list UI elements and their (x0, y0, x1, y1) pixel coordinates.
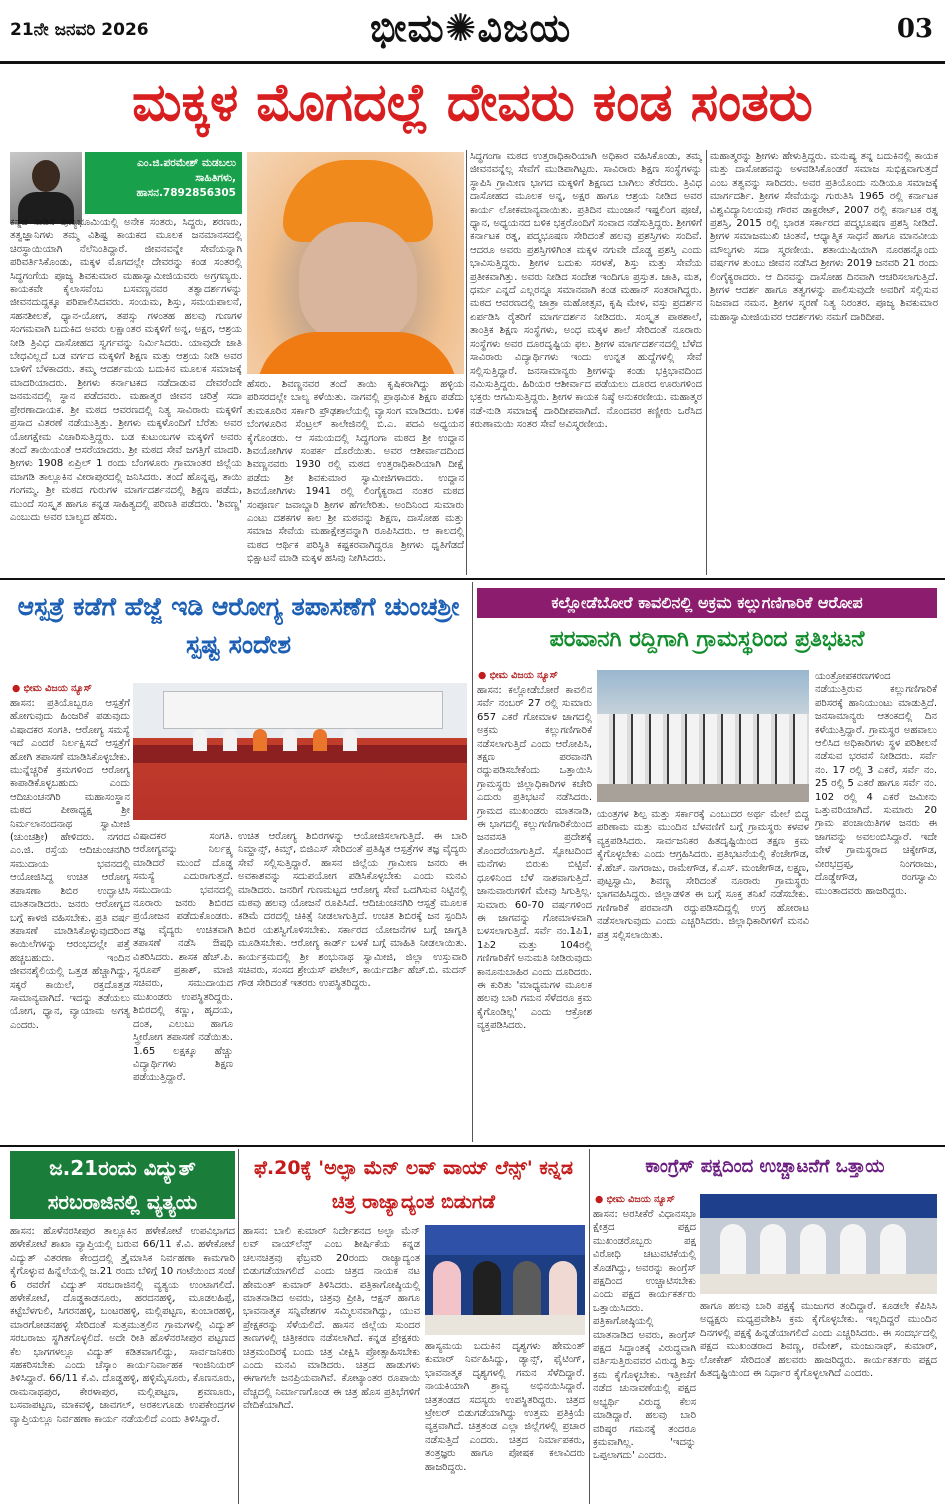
masthead (0, 0, 945, 64)
congress-story-col2: ಹಾಗೂ ಹಲವು ಬಾರಿ ಪಕ್ಷಕ್ಕೆ ಮುಜುಗರ ತಂದಿದ್ದಾರೆ. ಕೂಡಲೇ ಕೆಪಿಸಿಸಿ ಅಧ್ಯಕ್ಷರು ಮಧ್ಯಪ್ರವೇಶಿಸಿ ಕ್ರಮ ಕೈಗೊಳ್ಳಬೇಕು. ಇಲ್ಲದಿದ್ದರೆ ಮುಂದಿನ ದಿನಗಳಲ್ಲಿ ಪಕ್ಷಕ್ಕೆ ಹಿನ್ನಡೆಯಾಗಲಿದೆ ಎಂದು ಎಚ್ಚರಿಸಿದರು. ಈ ಸಂದರ್ಭದಲ್ಲಿ ಪಕ್ಷದ ಮುಖಂಡರಾದ ಶಿವಣ್ಣ, ರಮೇಶ್, ಮಂಜುನಾಥ್, ಕುಮಾರ್, ಲೋಕೇಶ್ ಸೇರಿದಂತೆ ಹಲವರು ಹಾಜರಿದ್ದರು. ಕಾರ್ಯಕರ್ತರು ಪಕ್ಷದ ಹಿತದೃಷ್ಟಿಯಿಂದ ಈ ನಿರ್ಧಾರ ಕೈಗೊಳ್ಳಲಾಗಿದೆ ಎಂದರು. (700, 1301, 937, 1380)
author-name: ಎಂ.ಜಿ.ಪರಮೇಶ್ ಮಡಬಲು (137, 157, 236, 169)
column-divider (706, 150, 707, 575)
issue-date: 21ನೇ ಜನವರಿ 2026 (10, 20, 149, 40)
column-divider (238, 1149, 239, 1504)
page-number: 03 (896, 14, 933, 44)
paper-name: ಭೀಮ✺ವಿಜಯ (370, 6, 572, 50)
congress-story-headline: ಕಾಂಗ್ರೆಸ್ ಪಕ್ಷದಿಂದ ಉಚ್ಚಾಟನೆಗೆ ಒತ್ತಾಯ (645, 1156, 885, 1177)
column-divider (589, 1149, 590, 1504)
health-camp-photo (133, 683, 467, 820)
section-divider (0, 578, 945, 580)
author-photo (10, 152, 82, 224)
film-story-col1: ಹಾಸನ: ಬಾಲಿ ಕುಮಾರ್ ನಿರ್ದೇಶನದ ಅಲ್ಫಾ ಮೆನ್ ಲವ್ ವಾಯ್‌ಲೆನ್ಸ್ ಎಂಬ ಶೀರ್ಷಿಕೆಯ ಕನ್ನಡ ಚಲನಚಿತ್ರವು ಫೆಬ್ರವರಿ 20ರಂದು ರಾಜ್ಯಾದ್ಯಂತ ಬಿಡುಗಡೆಯಾಗಲಿದೆ ಎಂದು ಚಿತ್ರದ ನಾಯಕ ನಟ ಹೇಮಂತ್ ಕುಮಾರ್ ತಿಳಿಸಿದರು. ಪತ್ರಿಕಾಗೋಷ್ಠಿಯಲ್ಲಿ ಮಾತನಾಡಿದ ಅವರು, ಚಿತ್ರವು ಪ್ರೀತಿ, ಆಕ್ಷನ್ ಹಾಗೂ ಭಾವನಾತ್ಮಕ ಸನ್ನಿವೇಶಗಳ ಸಮ್ಮಿಲನವಾಗಿದ್ದು, ಯುವ ಪ್ರೇಕ್ಷಕರನ್ನು ಸೆಳೆಯಲಿದೆ. ಹಾಸನ ಜಿಲ್ಲೆಯ ಸುಂದರ ತಾಣಗಳಲ್ಲಿ ಚಿತ್ರೀಕರಣ ನಡೆಸಲಾಗಿದೆ. ಕನ್ನಡ ಪ್ರೇಕ್ಷಕರು ಚಿತ್ರಮಂದಿರಕ್ಕೆ ಬಂದು ಚಿತ್ರ ವೀಕ್ಷಿಸಿ ಪ್ರೋತ್ಸಾಹಿಸಬೇಕು ಎಂದು ಮನವಿ ಮಾಡಿದರು. ಚಿತ್ರದ ಹಾಡುಗಳು ಈಗಾಗಲೇ ಜನಪ್ರಿಯವಾಗಿವೆ. ಕೋಟ್ಯಾಂತರ ರೂಪಾಯಿ ವೆಚ್ಚದಲ್ಲಿ ನಿರ್ಮಾಣಗೊಂಡ ಈ ಚಿತ್ರ ಹೊಸ ಪ್ರತಿಭೆಗಳಿಗೆ ವೇದಿಕೆಯಾಗಿದೆ. (243, 1226, 420, 1412)
column-divider (472, 582, 473, 1142)
health-story-col2: ವಿಷಾದಕರ ಸಂಗತಿ. ಆರೋಗ್ಯವನ್ನು ನಿರ್ಲಕ್ಷ್ಯ ಮಾಡಿದರೆ ಮುಂದೆ ದೊಡ್ಡ ಸಮಸ್ಯೆ ಎದುರಾಗುತ್ತದೆ. ಸಮುದಾಯ ಭವನದಲ್ಲಿ ನೂರಾರು ಜನರು ಶಿಬಿರದ ಪ್ರಯೋಜನ ಪಡೆದುಕೊಂಡರು. ತಜ್ಞ ವೈದ್ಯರು ಉಚಿತವಾಗಿ ತಪಾಸಣೆ ನಡೆಸಿ ಔಷಧಿ ವಿತರಿಸಿದರು. ಶಾಸಕ ಹೆಚ್.ಪಿ. ಸ್ವರೂಪ್ ಪ್ರಕಾಶ್, ಮಾಜಿ ಸಚಿವರು, ಸಮುದಾಯದ ಮುಖಂಡರು ಉಪಸ್ಥಿತರಿದ್ದರು. ಶಿಬಿರದಲ್ಲಿ ಕಣ್ಣು, ಹೃದಯ, ದಂತ, ಎಲುಬು ಹಾಗೂ ಸ್ತ್ರೀರೋಗ ತಪಾಸಣೆ ನಡೆಯಿತು. 1.65 ಲಕ್ಷಕ್ಕೂ ಹೆಚ್ಚು ವಿದ್ಯಾರ್ಥಿಗಳು ಶಿಕ್ಷಣ ಪಡೆಯುತ್ತಿದ್ದಾರೆ. (133, 831, 233, 1084)
quarry-story-kicker: ಕಲ್ಲೋಡೆಬೋರೆ ಕಾವಲಿನಲ್ಲಿ ಅಕ್ರಮ ಕಲ್ಲುಗಣಿಗಾರಿಕೆ ಆರೋಪ (477, 588, 937, 618)
main-story-col2: ಹೆಸರು. ಶಿವಣ್ಣನವರ ತಂದೆ ತಾಯಿ ಕೃಷಿಕರಾಗಿದ್ದು ಹಳ್ಳಿಯ ಪರಿಸರದಲ್ಲೇ ಬಾಲ್ಯ ಕಳೆಯಿತು. ನಾಗವಲ್ಲಿ ಪ್ರಾಥಮಿಕ ಶಿಕ್ಷಣ ಪಡೆದು ತುಮಕೂರಿನ ಸರ್ಕಾರಿ ಪ್ರೌಢಶಾಲೆಯಲ್ಲಿ ವ್ಯಾಸಂಗ ಮಾಡಿದರು. ಬಳಿಕ ಬೆಂಗಳೂರಿನ ಸೆಂಟ್ರಲ್ ಕಾಲೇಜಿನಲ್ಲಿ ಬಿ.ಎ. ಪದವಿ ಅಧ್ಯಯನ ಕೈಗೊಂಡರು. ಆ ಸಮಯದಲ್ಲಿ ಸಿದ್ಧಗಂಗಾ ಮಠದ ಶ್ರೀ ಉದ್ದಾನ ಶಿವಯೋಗಿಗಳ ಸಂಪರ್ಕ ದೊರೆಯಿತು. ಅವರ ಆಶೀರ್ವಾದದಿಂದ ಶಿವಣ್ಣನವರು 1930 ರಲ್ಲಿ ಮಠದ ಉತ್ತರಾಧಿಕಾರಿಯಾಗಿ ದೀಕ್ಷೆ ಪಡೆದು ಶ್ರೀ ಶಿವಕುಮಾರ ಸ್ವಾಮೀಜಿಗಳಾದರು. ಉದ್ದಾನ ಶಿವಯೋಗಿಗಳು 1941 ರಲ್ಲಿ ಲಿಂಗೈಕ್ಯರಾದ ನಂತರ ಮಠದ ಸಂಪೂರ್ಣ ಜವಾಬ್ದಾರಿ ಶ್ರೀಗಳ ಹೆಗಲೇರಿತು. ಅಂದಿನಿಂದ ಸುಮಾರು ಎಂಟು ದಶಕಗಳ ಕಾಲ ಶ್ರೀ ಮಠವನ್ನು ಶಿಕ್ಷಣ, ದಾಸೋಹ ಮತ್ತು ಸಮಾಜ ಸೇವೆಯ ಮಹಾಕ್ಷೇತ್ರವನ್ನಾಗಿ ರೂಪಿಸಿದರು. ಆ ಕಾಲದಲ್ಲಿ ಮಠದ ಆರ್ಥಿಕ ಪರಿಸ್ಥಿತಿ ಕಷ್ಟಕರವಾಗಿದ್ದರೂ ಶ್ರೀಗಳು ಧೃತಿಗೆಡದೆ ಭಿಕ್ಷಾಟನೆ ಮಾಡಿ ಮಕ್ಕಳ ಹಸಿವು ನೀಗಿಸಿದರು. (247, 379, 464, 565)
author-box (85, 152, 242, 214)
main-story-col4: ಮಹಾತ್ಮರನ್ನು ಶ್ರೀಗಳು ಹೇಳುತ್ತಿದ್ದರು. ಮನುಷ್ಯ ತನ್ನ ಬದುಕಿನಲ್ಲಿ ಕಾಯಕ ಮತ್ತು ದಾಸೋಹವನ್ನು ಅಳವಡಿಸಿಕೊಂಡರೆ ಸಮಾಜ ಸುಭಿಕ್ಷವಾಗುತ್ತದೆ ಎಂಬ ತತ್ವವನ್ನು ಸಾರಿದರು. ಅವರ ಪ್ರತಿಯೊಂದು ನುಡಿಯೂ ಸಮಾಜಕ್ಕೆ ಮಾರ್ಗದರ್ಶಿ. ಶ್ರೀಗಳ ಸೇವೆಯನ್ನು ಗುರುತಿಸಿ 1965 ರಲ್ಲಿ ಕರ್ನಾಟಕ ವಿಶ್ವವಿದ್ಯಾನಿಲಯವು ಗೌರವ ಡಾಕ್ಟರೇಟ್, 2007 ರಲ್ಲಿ ಕರ್ನಾಟಕ ರತ್ನ ಪ್ರಶಸ್ತಿ, 2015 ರಲ್ಲಿ ಭಾರತ ಸರ್ಕಾರದ ಪದ್ಮಭೂಷಣ ಪ್ರಶಸ್ತಿ ನೀಡಿದೆ. ಶ್ರೀಗಳ ಸಮಾಜಮುಖಿ ಚಿಂತನೆ, ಆಧ್ಯಾತ್ಮಿಕ ಸಾಧನೆ ಹಾಗೂ ಮಾನವೀಯ ಮೌಲ್ಯಗಳು ಸದಾ ಸ್ಮರಣೀಯ. ಶತಾಯುಷಿಯಾಗಿ ನೂರಹನ್ನೊಂದು ವರ್ಷಗಳ ತುಂಬು ಜೀವನ ನಡೆಸಿದ ಶ್ರೀಗಳು 2019 ಜನವರಿ 21 ರಂದು ಲಿಂಗೈಕ್ಯರಾದರು. ಆ ದಿನವನ್ನು ದಾಸೋಹ ದಿನವಾಗಿ ಆಚರಿಸಲಾಗುತ್ತಿದೆ. ಶ್ರೀಗಳ ಆದರ್ಶ ಹಾಗೂ ತತ್ವಗಳನ್ನು ಪಾಲಿಸುವುದೇ ಅವರಿಗೆ ಸಲ್ಲಿಸುವ ನಿಜವಾದ ನಮನ. ಶ್ರೀಗಳ ಸ್ಮರಣೆ ನಿತ್ಯ ನಿರಂತರ. ಪೂಜ್ಯ ಶಿವಕುಮಾರ ಮಹಾಸ್ವಾಮೀಜಿಯವರ ಆದರ್ಶಗಳು ನಮಗೆ ದಾರಿದೀಪ. (710, 151, 938, 323)
congress-story-col1: ಹಾಸನ: ಅರಸೀಕೆರೆ ವಿಧಾನಸಭಾ ಕ್ಷೇತ್ರದ ಪಕ್ಷದ ಮುಖಂಡರೊಬ್ಬರು ಪಕ್ಷ ವಿರೋಧಿ ಚಟುವಟಿಕೆಯಲ್ಲಿ ತೊಡಗಿದ್ದು, ಅವರನ್ನು ಕಾಂಗ್ರೆಸ್ ಪಕ್ಷದಿಂದ ಉಚ್ಚಾಟಿಸಬೇಕು ಎಂದು ಪಕ್ಷದ ಕಾರ್ಯಕರ್ತರು ಒತ್ತಾಯಿಸಿದರು. ಪತ್ರಿಕಾಗೋಷ್ಠಿಯಲ್ಲಿ ಮಾತನಾಡಿದ ಅವರು, ಕಾಂಗ್ರೆಸ್ ಪಕ್ಷದ ಸಿದ್ಧಾಂತಕ್ಕೆ ವಿರುದ್ಧವಾಗಿ ವರ್ತಿಸುತ್ತಿರುವವರ ವಿರುದ್ಧ ಶಿಸ್ತು ಕ್ರಮ ಕೈಗೊಳ್ಳಬೇಕು. ಇತ್ತೀಚೆಗೆ ನಡೆದ ಚುನಾವಣೆಯಲ್ಲಿ ಪಕ್ಷದ ಅಭ್ಯರ್ಥಿ ವಿರುದ್ಧ ಕೆಲಸ ಮಾಡಿದ್ದಾರೆ. ಹಲವು ಬಾರಿ ವರಿಷ್ಠರ ಗಮನಕ್ಕೆ ತಂದರೂ ಕ್ರಮವಾಗಿಲ್ಲ. 'ಇದನ್ನು ಒಪ್ಪಲಾಗದು' ಎಂದರು. (593, 1209, 696, 1462)
health-story-byline: ● ಭೀಮ ವಿಜಯ ನ್ಯೂಸ್ (12, 683, 92, 694)
film-story-headline: ಫೆ.20ಕ್ಕೆ 'ಅಲ್ಫಾ ಮೆನ್ ಲವ್ ವಾಯ್ ಲೆನ್ಸ್' ಕನ್ನಡ ಚಿತ್ರ ರಾಜ್ಯಾದ್ಯಂತ ಬಿಡುಗಡೆ (253, 1157, 574, 1213)
quarry-story-col2: ಯಂತ್ರಗಳ ಶಿಲ್ಪ ಮತ್ತು ಸರ್ಕಾರಕ್ಕೆ ಎಂಬುದರ ಅರ್ಥ ಮೇಲೆ ಬಿದ್ದ ಪರಿಣಾಮ ಮತ್ತು ಮುಂದಿನ ಬೆಳವಣಿಗೆ ಬಗ್ಗೆ ಗ್ರಾಮಸ್ಥರು ಕಳವಳ ವ್ಯಕ್ತಪಡಿಸಿದರು. ಸಾರ್ವಜನಿಕರ ಹಿತದೃಷ್ಟಿಯಿಂದ ತಕ್ಷಣ ಕ್ರಮ ಕೈಗೊಳ್ಳಬೇಕು ಎಂದು ಆಗ್ರಹಿಸಿದರು. ಪ್ರತಿಭಟನೆಯಲ್ಲಿ ಕೆಂಚೇಗೌಡ, ಕೆ.ಹೆಚ್. ನಾಗರಾಜು, ರಾಮೇಗೌಡ, ಕೆ.ಎಸ್. ಮಂಜೇಗೌಡ, ಲಕ್ಷ್ಮಣ, ಪುಟ್ಟಸ್ವಾಮಿ, ಶಿವಣ್ಣ ಸೇರಿದಂತೆ ನೂರಾರು ಗ್ರಾಮಸ್ಥರು ಭಾಗವಹಿಸಿದ್ದರು. ಜಿಲ್ಲಾಡಳಿತ ಈ ಬಗ್ಗೆ ಸೂಕ್ತ ತನಿಖೆ ನಡೆಸಬೇಕು. ಗಣಿಗಾರಿಕೆ ಪರವಾನಗಿ ರದ್ದುಪಡಿಸದಿದ್ದಲ್ಲಿ ಉಗ್ರ ಹೋರಾಟ ನಡೆಸಲಾಗುವುದು ಎಂದು ಎಚ್ಚರಿಸಿದರು. ಜಿಲ್ಲಾಧಿಕಾರಿಗಳಿಗೆ ಮನವಿ ಪತ್ರ ಸಲ್ಲಿಸಲಾಯಿತು. (597, 809, 809, 941)
health-story-headline: ಆಸ್ಪತ್ರೆ ಕಡೆಗೆ ಹೆಜ್ಜೆ ಇಡಿ ಆರೋಗ್ಯ ತಪಾಸಣೆಗೆ ಚುಂಚಶ್ರೀ ಸ್ಪಷ್ಟ ಸಂದೇಶ (17, 592, 460, 659)
film-press-photo (425, 1225, 585, 1335)
congress-story-byline: ● ಭೀಮ ವಿಜಯ ನ್ಯೂಸ್ (595, 1194, 675, 1205)
quarry-story-col1: ಹಾಸನ: ಕಲ್ಲೋಡೆಬೋರೆ ಕಾವಲಿನ ಸರ್ವೆ ನಂಬರ್ 27 ರಲ್ಲಿ ಸುಮಾರು 657 ಎಕರೆ ಗೋಮಾಳ ಜಾಗದಲ್ಲಿ ಅಕ್ರಮ ಕಲ್ಲುಗಣಿಗಾರಿಕೆ ನಡೆಸಲಾಗುತ್ತಿದೆ ಎಂದು ಆರೋಪಿಸಿ, ತಕ್ಷಣ ಪರವಾನಗಿ ರದ್ದುಪಡಿಸಬೇಕೆಂದು ಒತ್ತಾಯಿಸಿ ಗ್ರಾಮಸ್ಥರು ಜಿಲ್ಲಾಧಿಕಾರಿಗಳ ಕಚೇರಿ ಎದುರು ಪ್ರತಿಭಟನೆ ನಡೆಸಿದರು. ಗ್ರಾಮದ ಮುಖಂಡರು ಮಾತನಾಡಿ, ಈ ಭಾಗದಲ್ಲಿ ಕಲ್ಲುಗಣಿಗಾರಿಕೆಯಿಂದ ಜನವಸತಿ ಪ್ರದೇಶಕ್ಕೆ ತೊಂದರೆಯಾಗುತ್ತಿದೆ. ಸ್ಫೋಟದಿಂದ ಮನೆಗಳು ಬಿರುಕು ಬಿಟ್ಟಿವೆ. ಧೂಳಿನಿಂದ ಬೆಳೆ ನಾಶವಾಗುತ್ತಿದೆ. ಜಾನುವಾರುಗಳಿಗೆ ಮೇವು ಸಿಗುತ್ತಿಲ್ಲ. ಸುಮಾರು 60-70 ವರ್ಷಗಳಿಂದ ಈ ಜಾಗವನ್ನು ಗೋಮಾಳವಾಗಿ ಬಳಸಲಾಗುತ್ತಿದೆ. ಸರ್ವೆ ನಂ.1ಪಿ1, 1ಪಿ2 ಮತ್ತು 104ರಲ್ಲಿ ಗಣಿಗಾರಿಕೆಗೆ ಅನುಮತಿ ನೀಡಿರುವುದು ಕಾನೂನುಬಾಹಿರ ಎಂದು ದೂರಿದರು. ಈ ಕುರಿತು 'ಮಾಧ್ಯಮಗಳ ಮೂಲಕ ಹಲವು ಬಾರಿ ಗಮನ ಸೆಳೆದರೂ ಕ್ರಮ ಕೈಗೊಂಡಿಲ್ಲ' ಎಂದು ಆಕ್ರೋಶ ವ್ಯಕ್ತಪಡಿಸಿದರು. (477, 685, 592, 1032)
author-role: ಸಾಹಿತಿಗಳು, (195, 172, 236, 184)
swamiji-photo (247, 152, 464, 374)
congress-press-photo (700, 1194, 937, 1294)
health-story-col1: ಹಾಸನ: ಪ್ರತಿಯೊಬ್ಬರೂ ಆಸ್ಪತ್ರೆಗೆ ಹೋಗುವುದು ಹಿಂಜರಿಕೆ ಪಡುವುದು ವಿಷಾದಕರ ಸಂಗತಿ. ಆರೋಗ್ಯ ಸಮಸ್ಯೆ ಇದೆ ಎಂದರೆ ನಿರ್ಲಕ್ಷಿಸದೆ ಆಸ್ಪತ್ರೆಗೆ ಹೋಗಿ ತಪಾಸಣೆ ಮಾಡಿಸಿಕೊಳ್ಳಬೇಕು. ಮುನ್ನೆಚ್ಚರಿಕೆ ಕ್ರಮಗಳಿಂದ ಆರೋಗ್ಯ ಕಾಪಾಡಿಕೊಳ್ಳಬಹುದು ಎಂದು ಆದಿಚುಂಚನಗಿರಿ ಮಹಾಸಂಸ್ಥಾನ ಮಠದ ಪೀಠಾಧ್ಯಕ್ಷ ಶ್ರೀ ನಿರ್ಮಲಾನಂದನಾಥ ಸ್ವಾಮೀಜಿ (ಚುಂಚಶ್ರೀ) ಹೇಳಿದರು. ನಗರದ ಎಂ.ಜಿ. ರಸ್ತೆಯ ಆದಿಚುಂಚನಗಿರಿ ಸಮುದಾಯ ಭವನದಲ್ಲಿ ಆಯೋಜಿಸಿದ್ದ ಉಚಿತ ಆರೋಗ್ಯ ತಪಾಸಣಾ ಶಿಬಿರ ಉದ್ಘಾಟಿಸಿ ಮಾತನಾಡಿದರು. ಜನರು ಆರೋಗ್ಯದ ಬಗ್ಗೆ ಕಾಳಜಿ ವಹಿಸಬೇಕು. ಪ್ರತಿ ವರ್ಷ ತಪಾಸಣೆ ಮಾಡಿಸಿಕೊಳ್ಳುವುದರಿಂದ ಕಾಯಿಲೆಗಳನ್ನು ಆರಂಭದಲ್ಲೇ ಪತ್ತೆ ಹಚ್ಚಬಹುದು. ಇಂದಿನ ಜೀವನಶೈಲಿಯಲ್ಲಿ ಒತ್ತಡ ಹೆಚ್ಚಾಗಿದ್ದು, ಸಕ್ಕರೆ ಕಾಯಿಲೆ, ರಕ್ತದೊತ್ತಡ ಸಾಮಾನ್ಯವಾಗಿದೆ. ಇದನ್ನು ತಡೆಯಲು ಯೋಗ, ಧ್ಯಾನ, ವ್ಯಾಯಾಮ ಅಗತ್ಯ ಎಂದರು. (10, 698, 130, 1031)
film-story-col2: ಹಾಸ್ಯಮಯ ಬದುಕಿನ ದೃಶ್ಯಗಳು ಹೇಮಂತ್ ಕುಮಾರ್ ನಿರ್ವಹಿಸಿದ್ದು, ಡ್ಯಾನ್ಸ್, ಫೈಟಿಂಗ್, ಭಾವನಾತ್ಮಕ ದೃಶ್ಯಗಳಲ್ಲಿ ಗಮನ ಸೆಳೆದಿದ್ದಾರೆ. ನಾಯಕಿಯಾಗಿ ಶ್ರಾವ್ಯ ಅಭಿನಯಿಸಿದ್ದಾರೆ. ಚಿತ್ರತಂಡದ ಸದಸ್ಯರು ಉಪಸ್ಥಿತರಿದ್ದರು. ಚಿತ್ರದ ಟ್ರೇಲರ್ ಬಿಡುಗಡೆಯಾಗಿದ್ದು ಉತ್ತಮ ಪ್ರತಿಕ್ರಿಯೆ ವ್ಯಕ್ತವಾಗಿದೆ. ಚಿತ್ರತಂಡ ಎಲ್ಲಾ ಜಿಲ್ಲೆಗಳಲ್ಲಿ ಪ್ರಚಾರ ನಡೆಸುತ್ತಿದೆ ಎಂದರು. ಚಿತ್ರದ ನಿರ್ಮಾಪಕರು, ತಂತ್ರಜ್ಞರು ಹಾಗೂ ಪೋಷಕ ಕಲಾವಿದರು ಹಾಜರಿದ್ದರು. (425, 1341, 585, 1473)
section-divider (0, 1145, 945, 1147)
author-contact: ಹಾಸನ.7892856305 (136, 187, 236, 199)
quarry-story-col3: ಯಂತ್ರೋಪಕರಣಗಳಿಂದ ನಡೆಯುತ್ತಿರುವ ಕಲ್ಲುಗಣಿಗಾರಿಕೆ ಪರಿಸರಕ್ಕೆ ಹಾನಿಯುಂಟು ಮಾಡುತ್ತಿದೆ. ಜನಸಾಮಾನ್ಯರು ಆತಂಕದಲ್ಲಿ ದಿನ ಕಳೆಯುತ್ತಿದ್ದಾರೆ. ಗ್ರಾಮಸ್ಥರ ಅಹವಾಲು ಆಲಿಸಿದ ಅಧಿಕಾರಿಗಳು ಸ್ಥಳ ಪರಿಶೀಲನೆ ನಡೆಸುವ ಭರವಸೆ ನೀಡಿದರು. ಸರ್ವೆ ನಂ. 17 ರಲ್ಲಿ 3 ಎಕರೆ, ಸರ್ವೆ ನಂ. 25 ರಲ್ಲಿ 5 ಎಕರೆ ಹಾಗೂ ಸರ್ವೆ ನಂ. 102 ರಲ್ಲಿ 4 ಎಕರೆ ಜಮೀನು ಒತ್ತುವರಿಯಾಗಿದೆ. ಸುಮಾರು 20 ಗ್ರಾಮ ಪಂಚಾಯಿತಿಗಳ ಜನರು ಈ ಜಾಗವನ್ನು ಅವಲಂಬಿಸಿದ್ದಾರೆ. ಇದೇ ವೇಳೆ ಗ್ರಾಮಸ್ಥರಾದ ಚಿಕ್ಕೇಗೌಡ, ವೀರಭದ್ರಪ್ಪ, ನಿಂಗರಾಜು, ದೊಡ್ಡೇಗೌಡ, ರಂಗಸ್ವಾಮಿ ಮುಂತಾದವರು ಹಾಜರಿದ್ದರು. (815, 671, 937, 897)
power-story-headline: ಜ.21ರಂದು ವಿದ್ಯುತ್ ಸರಬರಾಜಿನಲ್ಲಿ ವ್ಯತ್ಯಯ (10, 1151, 235, 1219)
main-headline: ಮಕ್ಕಳ ಮೊಗದಲ್ಲೆ ದೇವರು ಕಂಡ ಸಂತರು (132, 73, 813, 133)
quarry-story-byline: ● ಭೀಮ ವಿಜಯ ನ್ಯೂಸ್ (478, 670, 558, 681)
power-story-text: ಹಾಸನ: ಹೊಳೆನರಸೀಪುರ ತಾಲ್ಲೂಕಿನ ಹಳೇಕೋಟೆ ಉಪವಿಭಾಗದ ಹಳೇಕೋಟೆ ಶಾಖಾ ವ್ಯಾಪ್ತಿಯಲ್ಲಿ ಬರುವ 66/11 ಕೆ.ವಿ. ಹಳೇಕೋಟೆ ವಿದ್ಯುತ್ ವಿತರಣಾ ಕೇಂದ್ರದಲ್ಲಿ ತ್ರೈಮಾಸಿಕ ನಿರ್ವಹಣಾ ಕಾಮಗಾರಿ ಕೈಗೊಳ್ಳುವ ಹಿನ್ನೆಲೆಯಲ್ಲಿ ಜ.21 ರಂದು ಬೆಳಿಗ್ಗೆ 10 ಗಂಟೆಯಿಂದ ಸಂಜೆ 6 ರವರೆಗೆ ವಿದ್ಯುತ್ ಸರಬರಾಜಿನಲ್ಲಿ ವ್ಯತ್ಯಯ ಉಂಟಾಗಲಿದೆ. ಹಳೇಕೋಟೆ, ದೊಡ್ಡಕಾಡನೂರು, ಹರದನಹಳ್ಳಿ, ಮೂಡಲಹಿಪ್ಪೆ, ಕಟ್ಟೆಬೆಳಗುಲಿ, ಸಿಗರನಹಳ್ಳಿ, ಬಂಟರಹಳ್ಳಿ, ಮಲ್ಲಿಪಟ್ಟಣ, ಕುಂಬಾರಹಳ್ಳಿ, ಮಾರಗೋಡನಹಳ್ಳಿ ಸೇರಿದಂತೆ ಸುತ್ತಮುತ್ತಲಿನ ಗ್ರಾಮಗಳಲ್ಲಿ ವಿದ್ಯುತ್ ಸರಬರಾಜು ಸ್ಥಗಿತಗೊಳ್ಳಲಿದೆ. ಅದೇ ರೀತಿ ಹೊಳೆನರಸೀಪುರ ಪಟ್ಟಣದ ಕೆಲ ಭಾಗಗಳಲ್ಲೂ ವಿದ್ಯುತ್ ಕಡಿತವಾಗಲಿದ್ದು, ಸಾರ್ವಜನಿಕರು ಸಹಕರಿಸಬೇಕು ಎಂದು ಚೆಸ್ಕಾಂ ಕಾರ್ಯನಿರ್ವಾಹಕ ಇಂಜಿನಿಯರ್ ತಿಳಿಸಿದ್ದಾರೆ. 66/11 ಕೆ.ವಿ. ದೊಡ್ಡಹಳ್ಳಿ, ಹಳ್ಳಿಮೈಸೂರು, ಕೊಣನೂರು, ರಾಮನಾಥಪುರ, ಕೇರಳಾಪುರ, ಮಲ್ಲಿಪಟ್ಟಣ, ಶ್ರವಣೂರು, ಬಸವಾಪಟ್ಟಣ, ಮಾಕವಳ್ಳಿ, ಜಾವಗಲ್, ಅರಕಲಗೂಡು ಉಪಕೇಂದ್ರಗಳ ವ್ಯಾಪ್ತಿಯಲ್ಲೂ ನಿರ್ವಹಣಾ ಕಾರ್ಯ ನಡೆಯಲಿದೆ ಎಂದು ತಿಳಿಸಿದ್ದಾರೆ. (10, 1226, 235, 1425)
main-story-col3: ಸಿದ್ಧಗಂಗಾ ಮಠದ ಉತ್ತರಾಧಿಕಾರಿಯಾಗಿ ಅಧಿಕಾರ ವಹಿಸಿಕೊಂಡು, ತಮ್ಮ ಜೀವನವನ್ನೆಲ್ಲ ಸೇವೆಗೆ ಮುಡಿಪಾಗಿಟ್ಟರು. ಸಾವಿರಾರು ಶಿಕ್ಷಣ ಸಂಸ್ಥೆಗಳನ್ನು ಸ್ಥಾಪಿಸಿ ಗ್ರಾಮೀಣ ಭಾಗದ ಮಕ್ಕಳಿಗೆ ಶಿಕ್ಷಣದ ಬಾಗಿಲು ತೆರೆದರು. ತ್ರಿವಿಧ ದಾಸೋಹದ ಮೂಲಕ ಅನ್ನ, ಅಕ್ಷರ ಹಾಗೂ ಆಶ್ರಯ ನೀಡಿದ ಅವರ ಕಾರ್ಯ ಲೋಕಮಾನ್ಯವಾಯಿತು. ಪ್ರತಿದಿನ ಮುಂಜಾನೆ ಇಷ್ಟಲಿಂಗ ಪೂಜೆ, ಧ್ಯಾನ, ಅಧ್ಯಯನದ ಬಳಿಕ ಭಕ್ತರೊಂದಿಗೆ ಸಂವಾದ ನಡೆಸುತ್ತಿದ್ದರು. ಶ್ರೀಗಳಿಗೆ ಕರ್ನಾಟಕ ರತ್ನ, ಪದ್ಮಭೂಷಣ ಸೇರಿದಂತೆ ಹಲವು ಪ್ರಶಸ್ತಿಗಳು ಸಂದಿವೆ. ಆದರೂ ಅವರು ಪ್ರಶಸ್ತಿಗಳಿಗಿಂತ ಮಕ್ಕಳ ನಗುವೇ ದೊಡ್ಡ ಪ್ರಶಸ್ತಿ ಎಂದು ಭಾವಿಸುತ್ತಿದ್ದರು. ಶ್ರೀಗಳ ಬದುಕು ಸರಳತೆ, ಶಿಸ್ತು ಮತ್ತು ಸೇವೆಯ ಪ್ರತೀಕವಾಗಿತ್ತು. ಅವರು ನೀಡಿದ ಸಂದೇಶ ಇಂದಿಗೂ ಪ್ರಸ್ತುತ. ಜಾತಿ, ಮತ, ಧರ್ಮ ಎನ್ನದೆ ಎಲ್ಲರನ್ನೂ ಸಮಾನವಾಗಿ ಕಂಡ ಮಹಾನ್ ಸಂತರಾಗಿದ್ದರು. ಮಠದ ಆವರಣದಲ್ಲಿ ಜಾತ್ರಾ ಮಹೋತ್ಸವ, ಕೃಷಿ ಮೇಳ, ವಸ್ತು ಪ್ರದರ್ಶನ ಏರ್ಪಡಿಸಿ ರೈತರಿಗೆ ಮಾರ್ಗದರ್ಶನ ನೀಡಿದರು. ಸಂಸ್ಕೃತ ಪಾಠಶಾಲೆ, ತಾಂತ್ರಿಕ ಶಿಕ್ಷಣ ಸಂಸ್ಥೆಗಳು, ಅಂಧ ಮಕ್ಕಳ ಶಾಲೆ ಸೇರಿದಂತೆ ನೂರಾರು ಸಂಸ್ಥೆಗಳು ಅವರ ದೂರದೃಷ್ಟಿಯ ಫಲ. ಶ್ರೀಗಳ ಮಾರ್ಗದರ್ಶನದಲ್ಲಿ ಬೆಳೆದ ಸಾವಿರಾರು ವಿದ್ಯಾರ್ಥಿಗಳು ಇಂದು ಉನ್ನತ ಹುದ್ದೆಗಳಲ್ಲಿ ಸೇವೆ ಸಲ್ಲಿಸುತ್ತಿದ್ದಾರೆ. ಜನಸಾಮಾನ್ಯರು ಶ್ರೀಗಳನ್ನು ಕಂಡು ಭಕ್ತಿಭಾವದಿಂದ ನಮಿಸುತ್ತಿದ್ದರು. ಹಿರಿಯರ ಆಶೀರ್ವಾದ ಪಡೆಯಲು ದೂರದ ಊರುಗಳಿಂದ ಭಕ್ತರು ಆಗಮಿಸುತ್ತಿದ್ದರು. ಶ್ರೀಗಳ ಕಾಯಕ ನಿಷ್ಠೆ ಅನುಕರಣೀಯ. ಮಹಾತ್ಮರ ನಡೆ-ನುಡಿ ಸಮಾಜಕ್ಕೆ ದಾರಿದೀಪವಾಗಿದೆ. ನೊಂದವರ ಕಣ್ಣೀರು ಒರೆಸಿದ ಕರುಣಾಮಯಿ ಸಂತರ ಸೇವೆ ಅವಿಸ್ಮರಣೀಯ. (470, 151, 702, 431)
quarry-story-headline: ಪರವಾನಗಿ ರದ್ದಿಗಾಗಿ ಗ್ರಾಮಸ್ಥರಿಂದ ಪ್ರತಿಭಟನೆ (549, 627, 865, 652)
main-story-col1: ಕನ್ನಡ ನಾಡಿನ ಪುಣ್ಯಭೂಮಿಯಲ್ಲಿ ಅನೇಕ ಸಂತರು, ಸಿದ್ಧರು, ಶರಣರು, ತತ್ವಜ್ಞಾನಿಗಳು ತಮ್ಮ ವಿಶಿಷ್ಟ ಕಾಯಕದ ಮೂಲಕ ಜನಮಾನಸದಲ್ಲಿ ಚಿರಸ್ಥಾಯಿಯಾಗಿ ನೆಲೆನಿಂತಿದ್ದಾರೆ. ಜೀವನವನ್ನೇ ಸೇವೆಯನ್ನಾಗಿ ಪರಿವರ್ತಿಸಿಕೊಂಡು, ಮಕ್ಕಳ ಮೊಗದಲ್ಲೇ ದೇವರನ್ನು ಕಂಡ ಸಂತರಲ್ಲಿ ಸಿದ್ಧಗಂಗೆಯ ಪೂಜ್ಯ ಶಿವಕುಮಾರ ಮಹಾಸ್ವಾಮೀಜಿಯವರು ಅಗ್ರಗಣ್ಯರು. ಕಾಯಕವೇ ಕೈಲಾಸವೆಂಬ ಬಸವಣ್ಣನವರ ತತ್ವಾದರ್ಶಗಳನ್ನು ಜೀವನದುದ್ದಕ್ಕೂ ಪರಿಪಾಲಿಸಿದವರು. ಸಂಯಮ, ಶಿಸ್ತು, ಸಮಯಪಾಲನೆ, ಸಹನಶೀಲತೆ, ಧ್ಯಾನ-ಯೋಗ, ತಪಸ್ಸು ಗಳಂತಹ ಹಲವು ಗುಣಗಳ ಸಂಗಮವಾಗಿ ಬದುಕಿದ ಅವರು ಲಕ್ಷಾಂತರ ಮಕ್ಕಳಿಗೆ ಅನ್ನ, ಅಕ್ಷರ, ಆಶ್ರಯ ನೀಡಿ ತ್ರಿವಿಧ ದಾಸೋಹದ ಸ್ವರ್ಗವನ್ನು ನಿರ್ಮಿಸಿದರು. ಯಾವುದೇ ಜಾತಿ ಬೇಧವಿಲ್ಲದೆ ಬಡ ವರ್ಗದ ಮಕ್ಕಳಿಗೆ ಶಿಕ್ಷಣ ಮತ್ತು ಆಶ್ರಯ ನೀಡಿ ಅವರ ಬಾಳಿಗೆ ಬೆಳಕಾದರು. ತಮ್ಮ ಆದರ್ಶಮಯ ಬದುಕಿನ ಮೂಲಕ ಸಮಾಜಕ್ಕೆ ಮಾದರಿಯಾದರು. ಶ್ರೀಗಳು ಕರ್ನಾಟಕದ ನಡೆದಾಡುವ ದೇವರೆಂದೇ ಜನಮನದಲ್ಲಿ ಸ್ಥಾನ ಪಡೆದವರು. ಮಹಾತ್ಮರ ಜೀವನ ಚರಿತ್ರೆ ಸದಾ ಪ್ರೇರಣಾದಾಯಕ. ಶ್ರೀ ಮಠದ ಆವರಣದಲ್ಲಿ ನಿತ್ಯ ಸಾವಿರಾರು ಮಕ್ಕಳಿಗೆ ಪ್ರಸಾದ ವಿತರಣೆ ನಡೆಯುತ್ತಿತ್ತು. ಶ್ರೀಗಳು ಮಕ್ಕಳೊಂದಿಗೆ ಬೆರೆತು ಅವರ ಯೋಗಕ್ಷೇಮ ವಿಚಾರಿಸುತ್ತಿದ್ದರು. ಬಡ ಕುಟುಂಬಗಳ ಮಕ್ಕಳಿಗೆ ಅವರು ತಂದೆ ತಾಯಿಯಂತೆ ಆಸರೆಯಾದರು. ಶ್ರೀ ಮಠದ ಸೇವೆ ಜಗತ್ತಿಗೆ ಮಾದರಿ. ಶ್ರೀಗಳು 1908 ಏಪ್ರಿಲ್ 1 ರಂದು ಬೆಂಗಳೂರು ಗ್ರಾಮಾಂತರ ಜಿಲ್ಲೆಯ ಮಾಗಡಿ ತಾಲ್ಲೂಕಿನ ವೀರಾಪುರದಲ್ಲಿ ಜನಿಸಿದರು. ತಂದೆ ಹೊನ್ನಪ್ಪ, ತಾಯಿ ಗಂಗಮ್ಮ. ಶ್ರೀ ಮಠದ ಗುರುಗಳ ಮಾರ್ಗದರ್ಶನದಲ್ಲಿ ಶಿಕ್ಷಣ ಪಡೆದು, ಮುಂದೆ ಸಂಸ್ಕೃತ ಹಾಗೂ ಕನ್ನಡ ಸಾಹಿತ್ಯದಲ್ಲಿ ಪರಿಣತಿ ಪಡೆದರು. 'ಶಿವಣ್ಣ' ಎಂಬುದು ಅವರ ಬಾಲ್ಯದ ಹೆಸರು. (10, 217, 242, 523)
column-divider (466, 150, 467, 575)
protest-photo (597, 670, 809, 802)
masthead-rule (0, 61, 945, 64)
health-story-col3: ಉಚಿತ ಆರೋಗ್ಯ ಶಿಬಿರಗಳನ್ನು ಆಯೋಜಿಸಲಾಗುತ್ತಿದೆ. ಈ ಬಾರಿ ನಿಮ್ಹಾನ್ಸ್, ಕಿಮ್ಸ್, ಬಿಜಿಎಸ್ ಸೇರಿದಂತೆ ಪ್ರತಿಷ್ಠಿತ ಆಸ್ಪತ್ರೆಗಳ ತಜ್ಞ ವೈದ್ಯರು ಸೇವೆ ಸಲ್ಲಿಸುತ್ತಿದ್ದಾರೆ. ಹಾಸನ ಜಿಲ್ಲೆಯ ಗ್ರಾಮೀಣ ಜನರು ಈ ಅವಕಾಶವನ್ನು ಸದುಪಯೋಗ ಪಡಿಸಿಕೊಳ್ಳಬೇಕು ಎಂದು ಮನವಿ ಮಾಡಿದರು. ಜನರಿಗೆ ಗುಣಮಟ್ಟದ ಆರೋಗ್ಯ ಸೇವೆ ಒದಗಿಸುವ ನಿಟ್ಟಿನಲ್ಲಿ ಮಠವು ಹಲವು ಯೋಜನೆ ರೂಪಿಸಿದೆ. ಆದಿಚುಂಚನಗಿರಿ ಆಸ್ಪತ್ರೆ ಮೂಲಕ ಕಡಿಮೆ ದರದಲ್ಲಿ ಚಿಕಿತ್ಸೆ ನೀಡಲಾಗುತ್ತಿದೆ. ಉಚಿತ ಶಿಬಿರಕ್ಕೆ ಜನ ಸ್ಪಂದಿಸಿ ಶಿಬಿರ ಯಶಸ್ವಿಗೊಳಿಸಬೇಕು. ಸರ್ಕಾರದ ಯೋಜನೆಗಳ ಬಗ್ಗೆ ಜಾಗೃತಿ ಮೂಡಿಸಬೇಕು. ಆರೋಗ್ಯ ಕಾರ್ಡ್ ಬಳಕೆ ಬಗ್ಗೆ ಮಾಹಿತಿ ನೀಡಲಾಯಿತು. ಕಾರ್ಯಕ್ರಮದಲ್ಲಿ ಶ್ರೀ ಶಂಭುನಾಥ ಸ್ವಾಮೀಜಿ, ಜಿಲ್ಲಾ ಉಸ್ತುವಾರಿ ಸಚಿವರು, ಸಂಸದ ಶ್ರೇಯಸ್ ಪಟೇಲ್, ಕಾರ್ಯದರ್ಶಿ ಹೆಚ್.ಬಿ. ಮದನ್ ಗೌಡ ಸೇರಿದಂತೆ ಇತರರು ಉಪಸ್ಥಿತರಿದ್ದರು. (238, 831, 467, 990)
